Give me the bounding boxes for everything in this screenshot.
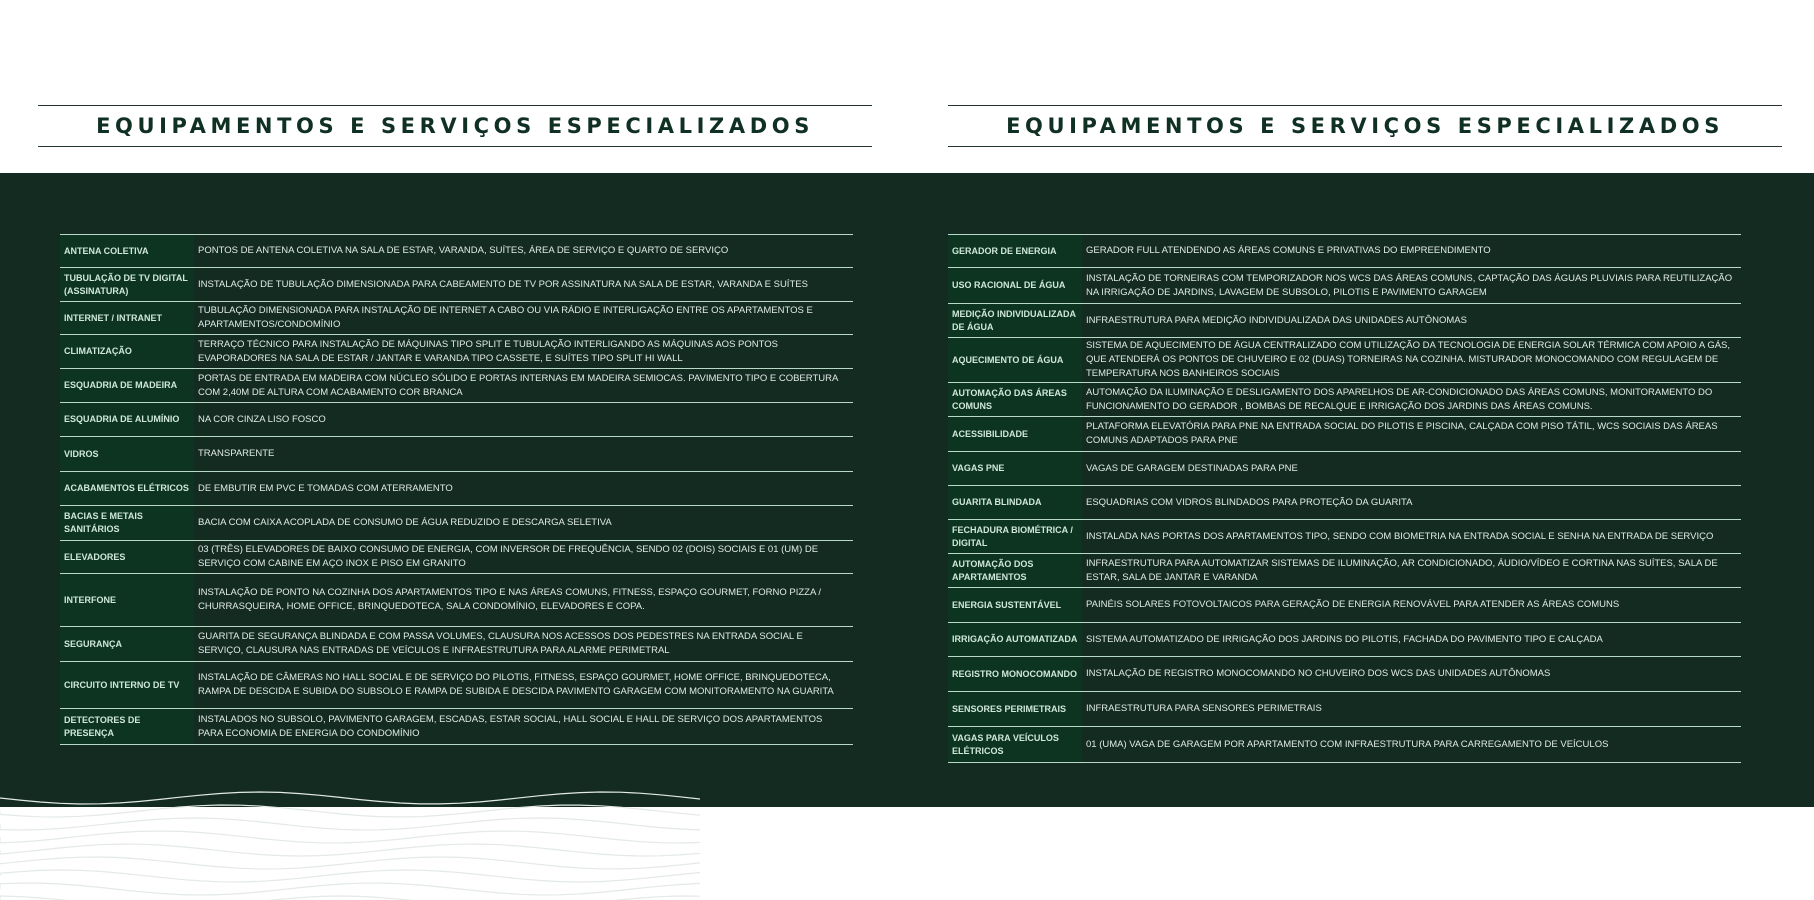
row-label: SENSORES PERIMETRAIS bbox=[948, 692, 1082, 726]
row-description: INFRAESTRUTURA PARA AUTOMATIZAR SISTEMAS DE ILUMINAÇÃO, AR CONDICIONADO, ÁUDIO/VÍDEO E CORTINA NAS SUÍTES, SALA DE ESTAR, SALA DE JANTAR E VARANDA bbox=[1086, 557, 1718, 583]
row-description: 01 (UMA) VAGA DE GARAGEM POR APARTAMENTO COM INFRAESTRUTURA PARA CARREGAMENTO DE VEÍCULOS bbox=[1086, 738, 1609, 750]
row-description: INFRAESTRUTURA PARA MEDIÇÃO INDIVIDUALIZADA DAS UNIDADES AUTÔNOMAS bbox=[1086, 314, 1467, 326]
table-row bbox=[948, 657, 1741, 692]
table-row bbox=[948, 623, 1741, 657]
table-row bbox=[60, 335, 853, 369]
specs-table-right bbox=[948, 234, 1741, 763]
row-label: AQUECIMENTO DE ÁGUA bbox=[948, 338, 1082, 382]
row-description: GUARITA DE SEGURANÇA BLINDADA E COM PASSA VOLUMES, CLAUSURA NOS ACESSOS DOS PEDESTRES NA ENTRADA SOCIAL E SERVIÇO, CLAUSURA NAS ENTRADAS DE VEÍCULOS E INFRAESTRUTURA PARA ALARME PERIMETRAL bbox=[198, 631, 803, 656]
row-description: GERADOR FULL ATENDENDO AS ÁREAS COMUNS E PRIVATIVAS DO EMPREENDIMENTO bbox=[1086, 245, 1491, 256]
wave-line bbox=[0, 844, 700, 856]
table-row bbox=[948, 235, 1741, 268]
row-description: INSTALAÇÃO DE TORNEIRAS COM TEMPORIZADOR NOS WCS DAS ÁREAS COMUNS, CAPTAÇÃO DAS ÁGUAS PLUVIAIS PARA REUTILIZAÇÃO NA IRRIGAÇÃO DE JARDINS, LAVAGEM DE SUBSOLO, PILOTIS E PAVIMENTO GARAGEM bbox=[1086, 272, 1733, 298]
row-label: SEGURANÇA bbox=[60, 627, 194, 661]
row-description: DE EMBUTIR EM PVC E TOMADAS COM ATERRAMENTO bbox=[198, 482, 453, 494]
row-label: BACIAS E METAIS SANITÁRIOS bbox=[60, 506, 194, 540]
row-description: PONTOS DE ANTENA COLETIVA NA SALA DE ESTAR, VARANDA, SUÍTES, ÁREA DE SERVIÇO E QUARTO DE SERVIÇO bbox=[198, 245, 729, 256]
section-header-left bbox=[38, 105, 872, 147]
row-description: 03 (TRÊS) ELEVADORES DE BAIXO CONSUMO DE ENERGIA, COM INVERSOR DE FREQUÊNCIA, SENDO 02 (DOIS) SOCIAIS E 01 (UM) DE SERVIÇO COM CABINE EM AÇO INOX E PISO EM GRANITO bbox=[198, 544, 819, 569]
row-label: INTERFONE bbox=[60, 574, 194, 626]
row-description: TRANSPARENTE bbox=[198, 448, 275, 459]
row-label: GERADOR DE ENERGIA bbox=[948, 235, 1082, 267]
row-description: PLATAFORMA ELEVATÓRIA PARA PNE NA ENTRADA SOCIAL DO PILOTIS E PISCINA, CALÇADA COM PISO TÁTIL, WCS SOCIAIS DAS ÁREAS COMUNS ADAPTADOS PARA PNE bbox=[1086, 421, 1718, 446]
table-row bbox=[948, 486, 1741, 520]
row-label: VAGAS PARA VEÍCULOS ELÉTRICOS bbox=[948, 727, 1082, 762]
row-description: PORTAS DE ENTRADA EM MADEIRA COM NÚCLEO SÓLIDO E PORTAS INTERNAS EM MADEIRA SEMIOCAS. PAVIMENTO TIPO E COBERTURA COM 2,40M DE ALTURA COM ACABAMENTO COR BRANCA bbox=[198, 372, 838, 398]
table-row bbox=[948, 338, 1741, 383]
table-row bbox=[948, 692, 1741, 727]
wave-line bbox=[0, 857, 700, 869]
row-label: VIDROS bbox=[60, 437, 194, 471]
row-label: CIRCUITO INTERNO DE TV bbox=[60, 662, 194, 708]
row-label: VAGAS PNE bbox=[948, 452, 1082, 485]
table-row bbox=[60, 369, 853, 403]
row-label: TUBULAÇÃO DE TV DIGITAL (ASSINATURA) bbox=[60, 268, 194, 301]
table-row bbox=[60, 709, 853, 745]
table-row bbox=[948, 554, 1741, 588]
row-label: DETECTORES DE PRESENÇA bbox=[60, 709, 194, 744]
table-row bbox=[60, 302, 853, 335]
row-description: SISTEMA AUTOMATIZADO DE IRRIGAÇÃO DOS JARDINS DO PILOTIS, FACHADA DO PAVIMENTO TIPO E CALÇADA bbox=[1086, 633, 1603, 645]
row-description: BACIA COM CAIXA ACOPLADA DE CONSUMO DE ÁGUA REDUZIDO E DESCARGA SELETIVA bbox=[198, 517, 612, 528]
row-label: ACABAMENTOS ELÉTRICOS bbox=[60, 472, 194, 505]
row-label: ESQUADRIA DE MADEIRA bbox=[60, 369, 194, 402]
row-description: PAINÉIS SOLARES FOTOVOLTAICOS PARA GERAÇÃO DE ENERGIA RENOVÁVEL PARA ATENDER AS ÁREAS COMUNS bbox=[1086, 599, 1620, 610]
row-description: NA COR CINZA LISO FOSCO bbox=[198, 413, 326, 425]
wave-line bbox=[0, 831, 700, 843]
table-row bbox=[948, 727, 1741, 763]
row-label: AUTOMAÇÃO DAS ÁREAS COMUNS bbox=[948, 383, 1082, 416]
row-description: TUBULAÇÃO DIMENSIONADA PARA INSTALAÇÃO DE INTERNET A CABO OU VIA RÁDIO E INTERLIGAÇÃO ENTRE OS APARTAMENTOS E APARTAMENTOS/CONDOMÍNIO bbox=[198, 305, 813, 330]
row-label: AUTOMAÇÃO DOS APARTAMENTOS bbox=[948, 554, 1082, 587]
table-row bbox=[60, 268, 853, 302]
row-label: CLIMATIZAÇÃO bbox=[60, 335, 194, 368]
row-description: AUTOMAÇÃO DA ILUMINAÇÃO E DESLIGAMENTO DOS APARELHOS DE AR-CONDICIONADO DAS ÁREAS COMUNS, MONITORAMENTO DO FUNCIONAMENTO DO GERADOR , BOMBAS DE RECALQUE E IRRIGAÇÃO DOS JARDINS DAS ÁREAS COMUNS. bbox=[1086, 386, 1713, 412]
row-label: ESQUADRIA DE ALUMÍNIO bbox=[60, 403, 194, 436]
row-label: ANTENA COLETIVA bbox=[60, 235, 194, 267]
row-description: INSTALADOS NO SUBSOLO, PAVIMENTO GARAGEM, ESCADAS, ESTAR SOCIAL, HALL SOCIAL E HALL DE SERVIÇO DOS APARTAMENTOS PARA ECONOMIA DE ENERGIA DO CONDOMÍNIO bbox=[198, 713, 823, 739]
row-description: TERRAÇO TÉCNICO PARA INSTALAÇÃO DE MÁQUINAS TIPO SPLIT E TUBULAÇÃO INTERLIGANDO AS MÁQUINAS AOS PONTOS EVAPORADORES NA SALA DE ESTAR / JANTAR E VARANDA TIPO CASSETE, E SUÍTES TIPO SPLIT HI WALL bbox=[198, 338, 778, 364]
row-label: USO RACIONAL DE ÁGUA bbox=[948, 268, 1082, 303]
row-label: ACESSIBILIDADE bbox=[948, 417, 1082, 451]
table-row bbox=[948, 417, 1741, 452]
table-row bbox=[948, 588, 1741, 623]
row-description: ESQUADRIAS COM VIDROS BLINDADOS PARA PROTEÇÃO DA GUARITA bbox=[1086, 496, 1413, 508]
row-label: ELEVADORES bbox=[60, 541, 194, 573]
page-title-left: EQUIPAMENTOS E SERVIÇOS ESPECIALIZADOS bbox=[96, 114, 814, 138]
row-description: INSTALAÇÃO DE REGISTRO MONOCOMANDO NO CHUVEIRO DOS WCS DAS UNIDADES AUTÔNOMAS bbox=[1086, 668, 1551, 679]
row-label: FECHADURA BIOMÉTRICA / DIGITAL bbox=[948, 520, 1082, 553]
table-row bbox=[948, 383, 1741, 417]
wave-pattern-decoration bbox=[0, 790, 715, 900]
section-header-right bbox=[948, 105, 1782, 147]
page-title-right: EQUIPAMENTOS E SERVIÇOS ESPECIALIZADOS bbox=[1006, 114, 1724, 138]
wave-line bbox=[0, 896, 700, 900]
row-label: GUARITA BLINDADA bbox=[948, 486, 1082, 519]
table-row bbox=[60, 574, 853, 627]
row-label: IRRIGAÇÃO AUTOMATIZADA bbox=[948, 623, 1082, 656]
row-description: INSTALAÇÃO DE CÂMERAS NO HALL SOCIAL E DE SERVIÇO DO PILOTIS, FITNESS, ESPAÇO GOURMET, HOME OFFICE, BRINQUEDOTECA, RAMPA DE DESCIDA E SUBIDA DO SUBSOLO E RAMPA DE SUBIDA E DESCIDA PAVIMENTO GARAGEM COM MONITORAMENTO NA GUARITA bbox=[198, 672, 834, 697]
wave-line bbox=[0, 870, 700, 882]
row-description: VAGAS DE GARAGEM DESTINADAS PARA PNE bbox=[1086, 462, 1298, 474]
row-description: INSTALADA NAS PORTAS DOS APARTAMENTOS TIPO, SENDO COM BIOMETRIA NA ENTRADA SOCIAL E SENHA NA ENTRADA DE SERVIÇO bbox=[1086, 530, 1714, 542]
specs-panel-left bbox=[60, 234, 853, 745]
specs-panel-right bbox=[948, 234, 1741, 763]
table-row bbox=[60, 235, 853, 268]
table-row bbox=[948, 452, 1741, 486]
wave-line bbox=[0, 792, 700, 804]
wave-line bbox=[0, 805, 700, 817]
specs-table-left bbox=[60, 234, 853, 745]
table-row bbox=[60, 403, 853, 437]
row-description: SISTEMA DE AQUECIMENTO DE ÁGUA CENTRALIZADO COM UTILIZAÇÃO DA TECNOLOGIA DE ENERGIA SOLAR TÉRMICA COM APOIO A GÁS, QUE ATENDERÁ OS PONTOS DE CHUVEIRO E 02 (DUAS) TORNEIRAS NA COZINHA. MISTURADOR MONOCOMANDO COM REGULAGEM DE TEMPERATURA NOS BANHEIROS SOCIAIS bbox=[1086, 340, 1731, 379]
table-row bbox=[948, 520, 1741, 554]
row-label: REGISTRO MONOCOMANDO bbox=[948, 657, 1082, 691]
row-description: INSTALAÇÃO DE TUBULAÇÃO DIMENSIONADA PARA CABEAMENTO DE TV POR ASSINATURA NA SALA DE ESTAR, VARANDA E SUÍTES bbox=[198, 278, 808, 290]
row-description: INFRAESTRUTURA PARA SENSORES PERIMETRAIS bbox=[1086, 703, 1322, 714]
row-label: ENERGIA SUSTENTÁVEL bbox=[948, 588, 1082, 622]
table-row bbox=[948, 304, 1741, 338]
table-row bbox=[60, 437, 853, 472]
row-label: INTERNET / INTRANET bbox=[60, 302, 194, 334]
row-label: MEDIÇÃO INDIVIDUALIZADA DE ÁGUA bbox=[948, 304, 1082, 337]
table-row bbox=[948, 268, 1741, 304]
wave-line bbox=[0, 883, 700, 895]
table-row bbox=[60, 627, 853, 662]
table-row bbox=[60, 506, 853, 541]
wave-line bbox=[0, 818, 700, 830]
table-row bbox=[60, 472, 853, 506]
row-description: INSTALAÇÃO DE PONTO NA COZINHA DOS APARTAMENTOS TIPO E NAS ÁREAS COMUNS, FITNESS, ESPAÇO GOURMET, FORNO PIZZA / CHURRASQUEIRA, HOME OFFICE, BRINQUEDOTECA, SALA CONDOMÍNIO, ELEVADORES E COPA. bbox=[198, 587, 822, 612]
table-row bbox=[60, 662, 853, 709]
table-row bbox=[60, 541, 853, 574]
